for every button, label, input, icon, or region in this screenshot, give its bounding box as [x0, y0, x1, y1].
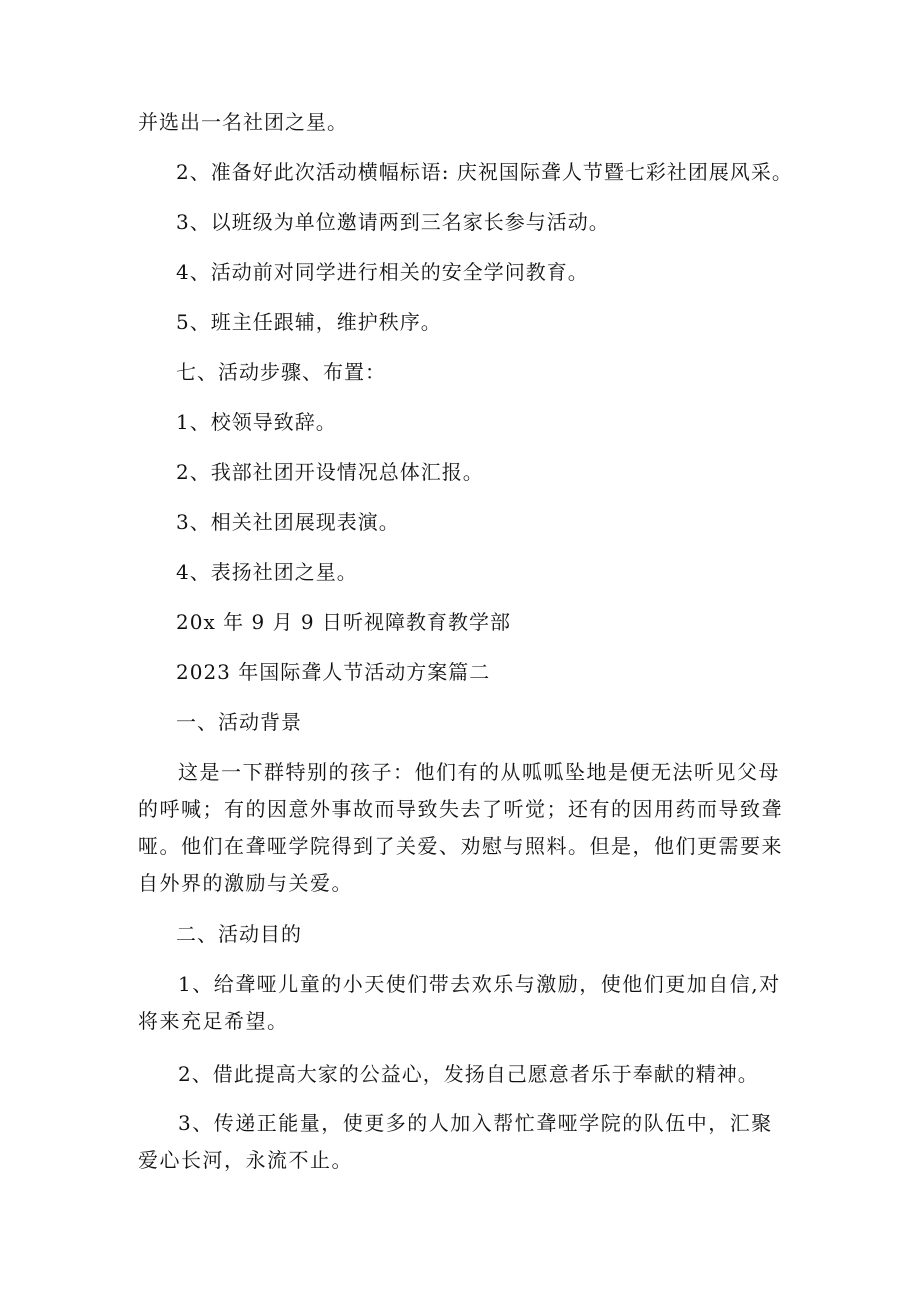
text-line-8: 2、我部社团开设情况总体汇报。	[176, 460, 484, 484]
text-line-5: 5、班主任跟辅，维护秩序。	[176, 310, 442, 334]
text-line-2: 2、准备好此次活动横幅标语: 庆祝国际聋人节暨七彩社团展风采。	[176, 160, 793, 184]
purpose-item-1: 1、给聋哑儿童的小天使们带去欢乐与激励，使他们更加自信,对将来充足希望。	[138, 972, 781, 1033]
text-line-4: 4、活动前对同学进行相关的安全学问教育。	[176, 260, 589, 284]
document-title-part-two: 2023 年国际聋人节活动方案篇二	[176, 660, 491, 684]
purpose-item-3: 3、传递正能量，使更多的人加入帮忙聋哑学院的队伍中，汇聚爱心长河，永流不止。	[138, 1111, 773, 1172]
text-line-10: 4、表扬社团之星。	[176, 560, 358, 584]
section-heading-purpose: 二、活动目的	[176, 922, 302, 946]
text-line-3: 3、以班级为单位邀请两到三名家长参与活动。	[176, 210, 610, 234]
section-heading-steps: 七、活动步骤、布置：	[176, 360, 386, 384]
purpose-item-2: 2、借此提高大家的公益心，发扬自己愿意者乐于奉献的精神。	[178, 1062, 759, 1086]
text-line-1: 并选出一名社团之星。	[138, 110, 348, 134]
background-paragraph: 这是一下群特别的孩子：他们有的从呱呱坠地是便无法听见父母的呼喊；有的因意外事故而导致失去了听觉；还有的因用药而导致聋哑。他们在聋哑学院得到了关爱、劝慰与照料。但是，他们更需要来自外界的激励与关爱。	[138, 760, 783, 895]
section-heading-background: 一、活动背景	[176, 710, 302, 734]
text-line-9: 3、相关社团展现表演。	[176, 510, 400, 534]
date-signature: 20x 年 9 月 9 日听视障教育教学部	[176, 610, 511, 634]
text-line-7: 1、校领导致辞。	[176, 410, 337, 434]
